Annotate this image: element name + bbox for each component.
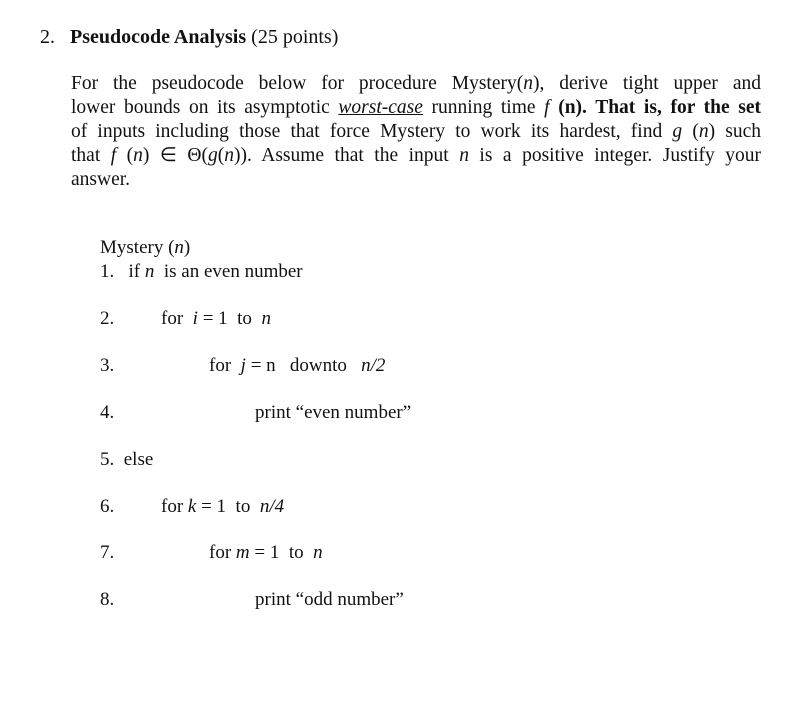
paragraph-line: For the pseudocode below for procedure Mystery(n), derive tight upper and [71,73,761,94]
code-line-4: print “even number” [255,402,412,423]
question-points: (25 points) [251,26,339,48]
code-line-6: for k = 1 to n/4 [161,496,285,517]
code-line-1: 1. if n is an even number [100,261,303,282]
code-line-7: for m = 1 to n [209,542,323,563]
question-heading: Pseudocode Analysis [70,26,247,48]
paragraph-line: answer. [71,169,131,190]
question-title [40,26,338,49]
code-line-number: 2. [100,308,115,329]
worst-case-emphasis: worst-case [338,97,423,118]
code-line-number: 6. [100,496,115,517]
code-line-number: 3. [100,355,115,376]
code-line-number: 4. [100,402,115,423]
code-line-number: 7. [100,542,115,563]
paragraph-line: lower bounds on its asymptotic worst-case running time f (n). That is, for the set [71,97,762,118]
procedure-header: Mystery (n) [100,237,191,258]
question-number: 2. [40,26,55,48]
paragraph-line: of inputs including those that force Mystery to work its hardest, find g (n) such [71,121,761,142]
paragraph-line: that f (n) ∈ Θ(g(n)). Assume that the input n is a positive integer. Justify your [71,145,761,166]
code-line-2: for i = 1 to n [161,308,271,329]
code-line-5: 5. else [100,449,154,470]
code-line-8: print “odd number” [255,589,404,610]
code-line-3: for j = n downto n/2 [209,355,386,376]
code-line-number: 8. [100,589,115,610]
